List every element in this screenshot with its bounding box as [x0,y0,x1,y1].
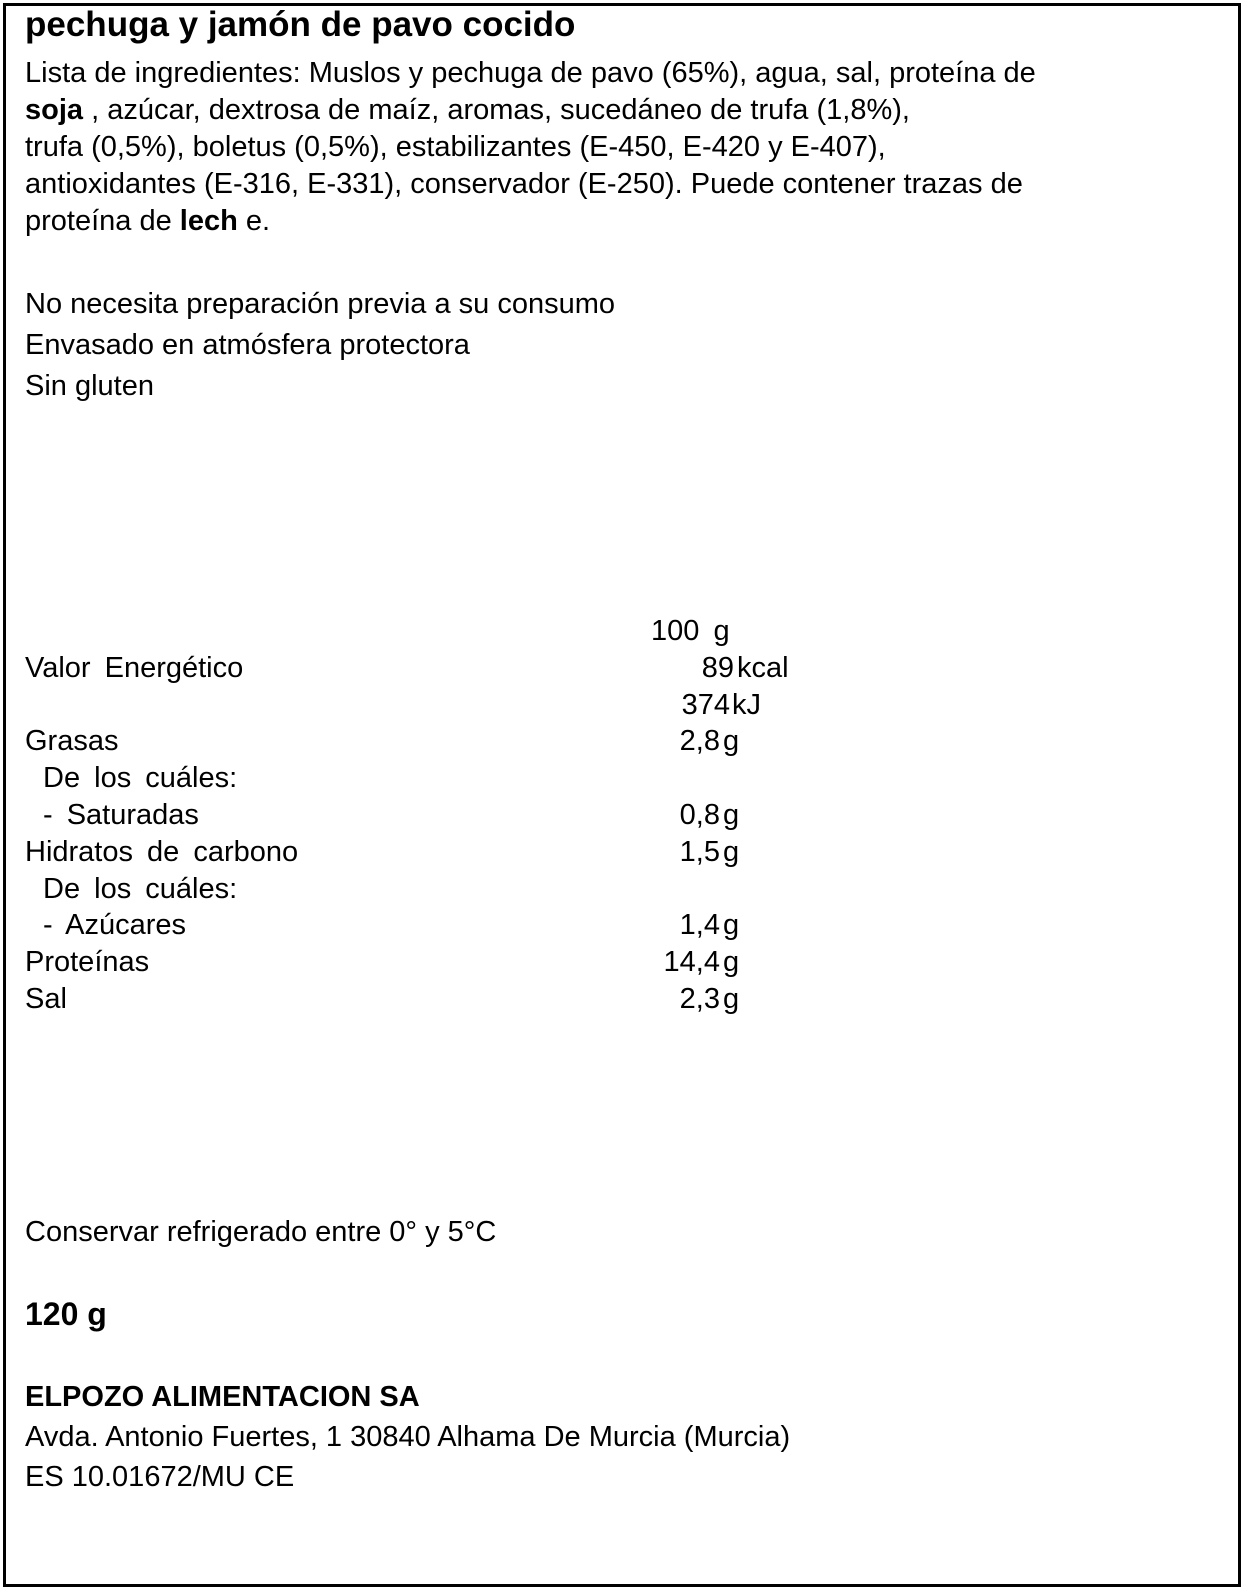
nutrition-label: - Azúcares [43,909,186,942]
ingredients-line-3: trufa (0,5%), boletus (0,5%), estabilizantes (E-450, E-420 y E-407), [25,131,886,163]
nutrition-per-100g-header: 100 g [651,615,730,647]
nutrition-row [25,687,805,724]
nutrition-value: 1,5 [679,835,720,868]
nutrition-header-row [25,613,805,650]
ingredients-line-5-end: e. [237,205,271,237]
allergen-soja: soja [25,94,84,126]
nutrition-row [25,650,805,687]
nutrition-row [25,834,805,871]
nutrition-value: 2,8 [679,725,720,758]
nutrition-row [25,981,805,1018]
nutrition-label: Proteínas [25,946,150,979]
nutrition-row [25,871,805,908]
nutrition-label: Grasas [25,725,119,758]
company-registry: ES 10.01672/MU CE [25,1461,295,1493]
nutrition-row [25,723,805,760]
nutrition-value: 0,8 [679,798,720,831]
nutrition-unit: kcal [737,651,789,684]
net-weight: 120 g [25,1296,107,1332]
nutrition-label: De los cuáles: [43,762,238,795]
nutrition-value: 2,3 [679,982,720,1015]
company-name: ELPOZO ALIMENTACION SA [25,1381,420,1413]
nutrition-unit: g [723,909,740,942]
note-preparation: No necesita preparación previa a su consumo [25,288,615,320]
nutrition-value: 374 [681,688,730,721]
nutrition-unit: g [723,835,740,868]
product-title: pechuga y jamón de pavo cocido [25,5,576,44]
nutrition-row [25,760,805,797]
ingredients-line-2-rest: , azúcar, dextrosa de maíz, aromas, sucedáneo de trufa (1,8%), [83,94,910,126]
ingredients-line-2 [25,92,1215,129]
nutrition-unit: g [723,982,740,1015]
nutrition-label: Hidratos de carbono [25,835,299,868]
note-packaging: Envasado en atmósfera protectora [25,329,470,361]
storage-instructions: Conservar refrigerado entre 0° y 5°C [25,1216,497,1248]
allergen-leche: lech [179,205,238,237]
nutrition-label: Valor Energético [25,651,244,684]
nutrition-unit: g [723,946,740,979]
nutrition-label: - Saturadas [43,798,199,831]
nutrition-value: 89 [701,651,734,684]
ingredients-line-5-start: proteína de [25,205,180,237]
nutrition-row [25,944,805,981]
ingredients-line-5 [25,203,1215,240]
nutrition-label: Sal [25,982,67,1015]
nutrition-value: 1,4 [679,909,720,942]
nutrition-row [25,907,805,944]
nutrition-value: 14,4 [663,946,720,979]
nutrition-unit: g [723,725,740,758]
ingredients-line-1: Lista de ingredientes: Muslos y pechuga de pavo (65%), agua, sal, proteína de [25,57,1036,89]
product-notes [25,284,615,407]
ingredients-list [25,55,1215,240]
nutrition-table [25,613,805,1018]
ingredients-line-4: antioxidantes (E-316, E-331), conservador (E-250). Puede contener trazas de [25,168,1023,200]
note-gluten-free: Sin gluten [25,370,154,402]
company-info [25,1377,790,1497]
nutrition-label: De los cuáles: [43,872,238,905]
nutrition-row [25,797,805,834]
company-address: Avda. Antonio Fuertes, 1 30840 Alhama De Murcia (Murcia) [25,1421,791,1453]
nutrition-unit: g [723,798,740,831]
nutrition-unit: kJ [732,688,761,721]
